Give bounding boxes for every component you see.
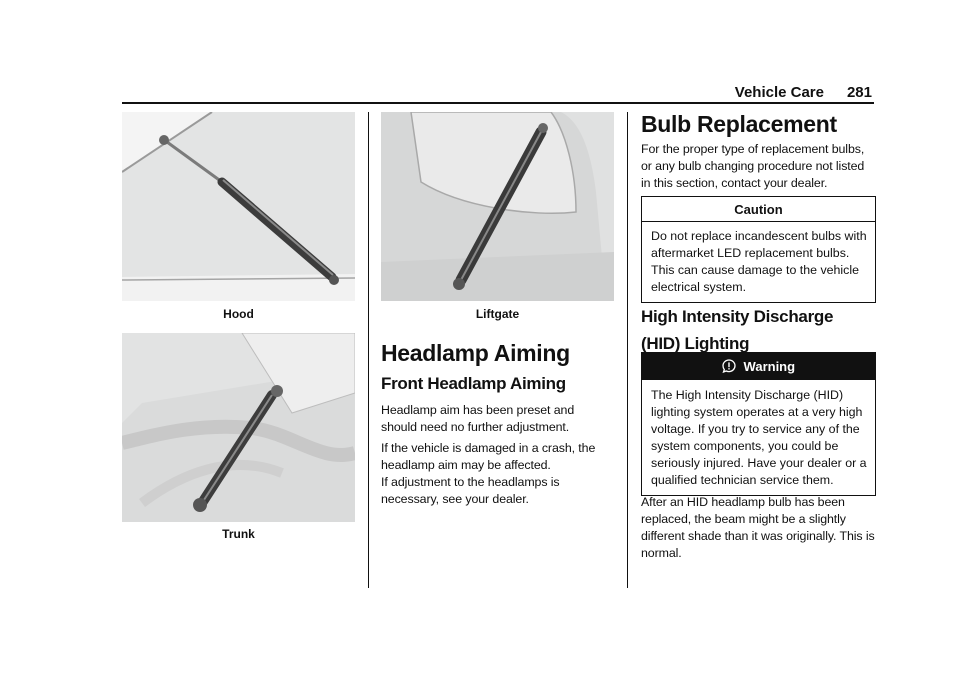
headlamp-preset-paragraph: Headlamp aim has been preset and should need no further adjustment. (381, 403, 575, 434)
headlamp-crash-paragraph (381, 440, 613, 508)
warning-icon (722, 359, 736, 373)
page-number: 281 (846, 84, 872, 101)
column-divider-left (368, 112, 369, 588)
front-headlamp-aiming-subheading: Front Headlamp Aiming (381, 374, 566, 393)
bulb-replacement-intro: For the proper type of replacement bulbs, or any bulb changing procedure not listed in this section, contact your dealer. (641, 142, 865, 190)
hid-lighting-heading: High Intensity Discharge (HID) Lighting (641, 307, 834, 353)
warning-box (641, 352, 876, 496)
headlamp-aiming-heading: Headlamp Aiming (381, 340, 570, 366)
liftgate-illustration (381, 112, 614, 301)
caution-title: Caution (642, 197, 875, 222)
warning-header (642, 353, 875, 380)
bulb-replacement-heading: Bulb Replacement (641, 111, 837, 137)
warning-title: Warning (743, 359, 796, 374)
headlamp-crash-text: If the vehicle is damaged in a crash, the headlamp aim may be affected. (381, 441, 596, 472)
trunk-caption: Trunk (222, 527, 255, 541)
hood-illustration (122, 112, 355, 301)
hid-after-paragraph: After an HID headlamp bulb has been replaced, the beam might be a slightly different shade than it was originally. This is normal. (641, 495, 875, 560)
section-title: Vehicle Care (734, 84, 824, 101)
caution-box (641, 196, 876, 303)
liftgate-caption: Liftgate (475, 307, 520, 321)
warning-text: The High Intensity Discharge (HID) lighting system operates at a very high voltage. If you try to service any of the system components, you could be seriously injured. Have your dealer or a qualified technician service them. (651, 388, 867, 487)
header-rule (122, 102, 874, 104)
caution-text: Do not replace incandescent bulbs with aftermarket LED replacement bulbs. This can cause damage to the vehicle electrical system. (651, 229, 867, 294)
hood-caption: Hood (223, 307, 254, 321)
headlamp-dealer-text: If adjustment to the headlamps is necessary, see your dealer. (381, 475, 560, 506)
trunk-illustration (122, 333, 355, 522)
column-divider-right (627, 112, 628, 588)
